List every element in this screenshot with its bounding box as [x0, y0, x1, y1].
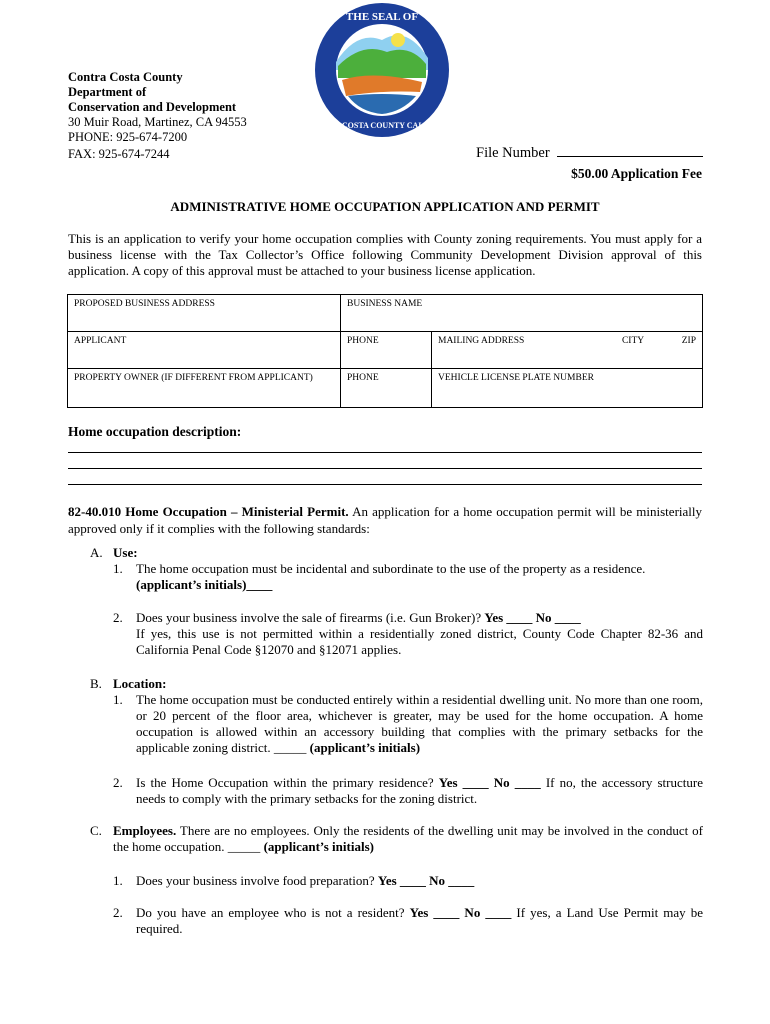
- owner-phone-field[interactable]: [341, 369, 432, 408]
- location-label: Location:: [113, 676, 167, 691]
- phone-line: PHONE: 925-674-7200: [68, 130, 188, 144]
- item-text: Do you have an employee who is not a resident?: [136, 905, 405, 920]
- description-heading: Home occupation description:: [68, 424, 242, 439]
- list-number: 1.: [113, 692, 123, 707]
- item-text: If no, the accessory structure needs to comply with the primary setbacks for the zoning district.: [136, 775, 703, 806]
- item-text: The home occupation must be conducted entirely within a residential dwelling unit. No more than one room, or 20 percent of the floor area, whichever is greater, may be used for the home occupation. A home occupation is allowed within an accessory building that complies with the primary setbacks for the applicable zoning district. _____: [136, 692, 703, 755]
- list-number: 2.: [113, 905, 123, 920]
- field-label: BUSINESS NAME: [347, 299, 423, 309]
- intro-paragraph: This is an application to verify your home occupation complies with County zoning requirements. You must apply for a business license with the Tax Collector’s Office following Community Development Division approval of this application. A copy of this approval must be attached to your business license application.: [68, 231, 702, 278]
- application-form-table: [67, 294, 703, 408]
- list-number: 1.: [113, 561, 123, 576]
- yes-no-blanks[interactable]: Yes ____ No ____: [377, 873, 475, 888]
- item-text: If yes, a Land Use Permit may be required.: [136, 905, 703, 936]
- yes-no-blanks[interactable]: Yes ____ No ____: [438, 775, 541, 790]
- page-title: ADMINISTRATIVE HOME OCCUPATION APPLICATION AND PERMIT: [170, 199, 600, 214]
- description-line[interactable]: [68, 468, 702, 469]
- use-label: Use:: [113, 545, 138, 560]
- county-seal: [312, 0, 452, 140]
- description-line[interactable]: [68, 484, 702, 485]
- proposed-address-field[interactable]: [68, 295, 341, 332]
- list-letter: B.: [90, 676, 102, 691]
- item-text: If yes, this use is not permitted within a residentially zoned district, County Code Chapter 82-36 and California Penal Code §12070 and §12071 applies.: [136, 626, 703, 657]
- section-heading: 82-40.010 Home Occupation – Ministerial Permit.: [68, 504, 349, 519]
- mailing-address-field[interactable]: [432, 332, 703, 369]
- field-label: PHONE: [347, 336, 379, 346]
- item-text: Does your business involve food preparation?: [136, 873, 375, 888]
- file-number-label: File Number: [476, 145, 550, 161]
- field-label: MAILING ADDRESS: [438, 336, 525, 346]
- address-line: 30 Muir Road, Martinez, CA 94553: [68, 115, 247, 129]
- svg-text:THE SEAL OF: THE SEAL OF: [345, 11, 419, 23]
- department-address-block: [68, 70, 247, 145]
- applicant-field[interactable]: [68, 332, 341, 369]
- file-number-field[interactable]: [476, 145, 703, 162]
- description-line[interactable]: [68, 452, 702, 453]
- item-text: The home occupation must be incidental and subordinate to the use of the property as a residence.: [136, 561, 646, 576]
- employees-item-1: [136, 873, 703, 889]
- dept-line: Department of: [68, 85, 147, 99]
- location-item-2: [136, 775, 703, 807]
- yes-no-blanks[interactable]: Yes ____ No ____: [409, 905, 512, 920]
- list-letter: C.: [90, 823, 102, 838]
- employees-paragraph: [113, 823, 703, 855]
- list-number: 2.: [113, 610, 123, 625]
- item-text: Does your business involve the sale of firearms (i.e. Gun Broker)?: [136, 610, 482, 625]
- vehicle-plate-field[interactable]: [432, 369, 703, 408]
- field-label: PROPOSED BUSINESS ADDRESS: [74, 299, 215, 309]
- use-item-2: [136, 610, 703, 658]
- section-text: An application for a home occupation permit will be ministerially approved only if it complies with the following standards:: [68, 504, 702, 536]
- item-text: Is the Home Occupation within the primary residence?: [136, 775, 434, 790]
- phone-field[interactable]: [341, 332, 432, 369]
- property-owner-field[interactable]: [68, 369, 341, 408]
- business-name-field[interactable]: [341, 295, 703, 332]
- field-label: ZIP: [681, 336, 696, 346]
- field-label: VEHICLE LICENSE PLATE NUMBER: [438, 373, 594, 383]
- yes-no-blanks[interactable]: Yes ____ No ____: [484, 610, 581, 625]
- dept-line: Conservation and Development: [68, 100, 237, 114]
- section-intro: [68, 503, 702, 537]
- initials-blank[interactable]: (applicant’s initials): [263, 839, 374, 854]
- employees-item-2: [136, 905, 703, 937]
- application-fee: $50.00 Application Fee: [571, 166, 702, 181]
- use-item-1: [136, 561, 703, 593]
- item-text: There are no employees. Only the residents of the dwelling unit may be involved in the conduct of the home occupation. _____: [113, 823, 703, 854]
- list-number: 1.: [113, 873, 123, 888]
- field-label: APPLICANT: [74, 336, 127, 346]
- employees-label: Employees.: [113, 823, 177, 838]
- list-letter: A.: [90, 545, 103, 560]
- field-label: PHONE: [347, 373, 379, 383]
- location-item-1: [136, 692, 703, 756]
- fax-line: FAX: 925-674-7244: [68, 147, 170, 161]
- svg-text:CONTRA COSTA COUNTY CALIFORNIA: CONTRA COSTA COUNTY CALIFORNIA: [312, 121, 452, 130]
- list-number: 2.: [113, 775, 123, 790]
- dept-line: Contra Costa County: [68, 70, 183, 84]
- initials-blank[interactable]: (applicant’s initials)____: [136, 577, 273, 592]
- field-label: CITY: [621, 336, 645, 346]
- initials-blank[interactable]: (applicant’s initials): [309, 740, 421, 755]
- field-label: PROPERTY OWNER (IF DIFFERENT FROM APPLICANT): [74, 373, 313, 383]
